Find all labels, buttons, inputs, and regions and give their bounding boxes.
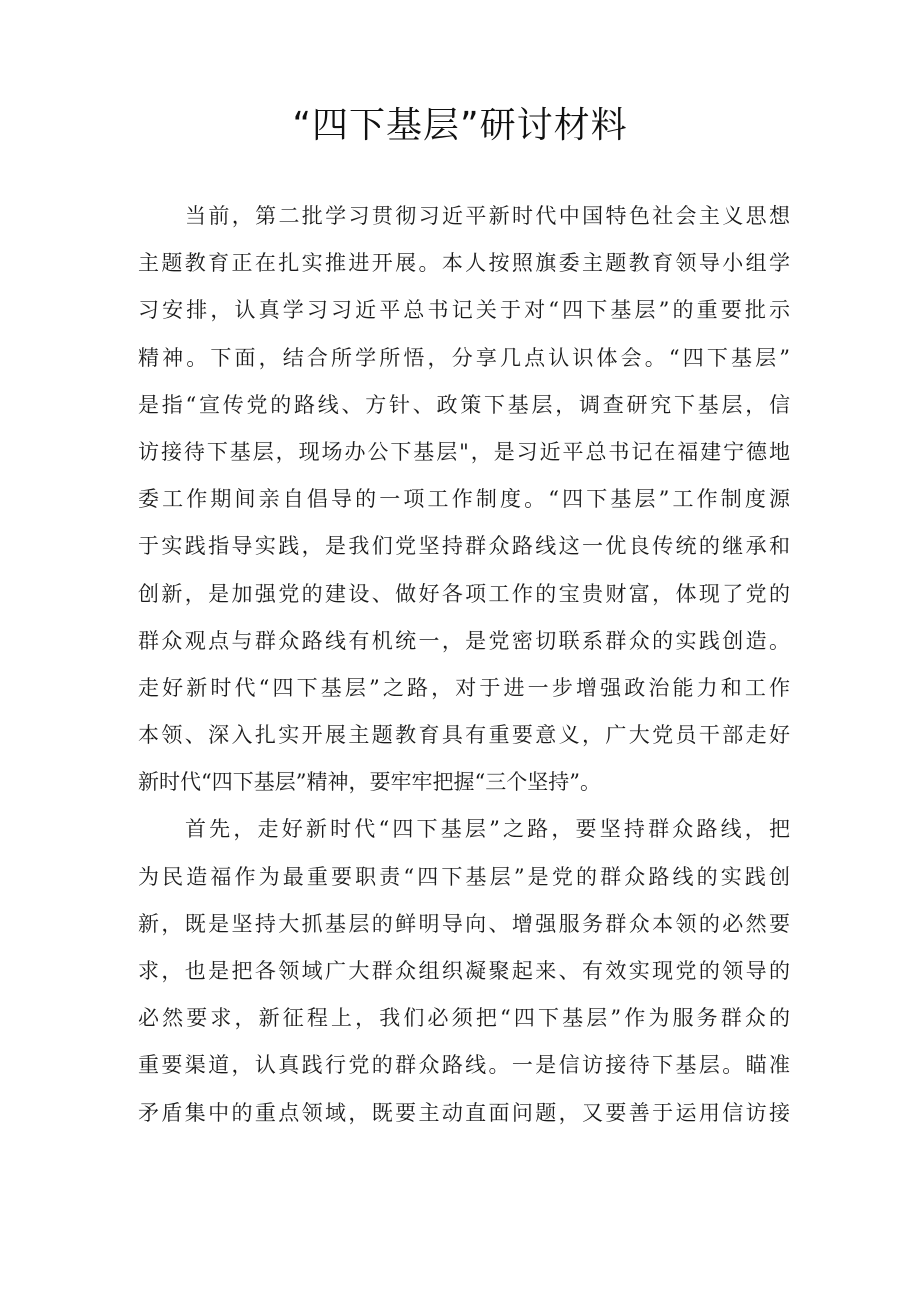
paragraph-line: 是指“宣传党的路线、方针、政策下基层，调查研究下基层，信 [138, 392, 790, 417]
paragraph-line: 创新，是加强党的建设、做好各项工作的宝贵财富，体现了党的 [138, 581, 790, 606]
paragraph-line: 访接待下基层，现场办公下基层"，是习近平总书记在福建宁德地 [138, 439, 790, 464]
paragraph-line: 必然要求，新征程上，我们必须把“四下基层”作为服务群众的 [138, 1006, 790, 1031]
paragraph-line: 为民造福作为最重要职责“四下基层”是党的群众路线的实践创 [138, 864, 790, 889]
paragraph-line: 求，也是把各领域广大群众组织凝聚起来、有效实现党的领导的 [138, 959, 790, 983]
paragraph-1 [138, 193, 790, 806]
paragraph-line: 首先，走好新时代“四下基层”之路，要坚持群众路线，把 [185, 817, 790, 842]
paragraph-line: 矛盾集中的重点领域，既要主动直面问题，又要善于运用信访接 [138, 1100, 790, 1125]
paragraph-2 [138, 806, 790, 1136]
document-body [138, 193, 790, 1137]
paragraph-line: 当前，第二批学习贯彻习近平新时代中国特色社会主义思想 [185, 204, 790, 228]
paragraph-line: 本领、深入扎实开展主题教育具有重要意义，广大党员干部走好 [138, 723, 790, 748]
paragraph-line: 习安排，认真学习习近平总书记关于对“四下基层”的重要批示 [138, 298, 790, 323]
paragraph-line: 委工作期间亲自倡导的一项工作制度。“四下基层”工作制度源 [138, 487, 790, 512]
paragraph-line: 新，既是坚持大抓基层的鲜明导向、增强服务群众本领的必然要 [138, 911, 790, 936]
paragraph-line: 走好新时代“四下基层”之路，对于进一步增强政治能力和工作 [138, 675, 790, 700]
paragraph-line: 精神。下面，结合所学所悟，分享几点认识体会。“四下基层” [138, 345, 790, 370]
paragraph-line: 于实践指导实践，是我们党坚持群众路线这一优良传统的继承和 [138, 534, 790, 559]
paragraph-line: 群众观点与群众路线有机统一，是党密切联系群众的实践创造。 [138, 628, 790, 653]
document-title: “四下基层”研讨材料 [292, 105, 628, 146]
paragraph-line: 主题教育正在扎实推进开展。本人按照旗委主题教育领导小组学 [138, 251, 790, 276]
paragraph-line: 重要渠道，认真践行党的群众路线。一是信访接待下基层。瞄准 [138, 1053, 790, 1078]
paragraph-line: 新时代“四下基层”精神，要牢牢把握“三个坚持”。 [138, 770, 601, 795]
